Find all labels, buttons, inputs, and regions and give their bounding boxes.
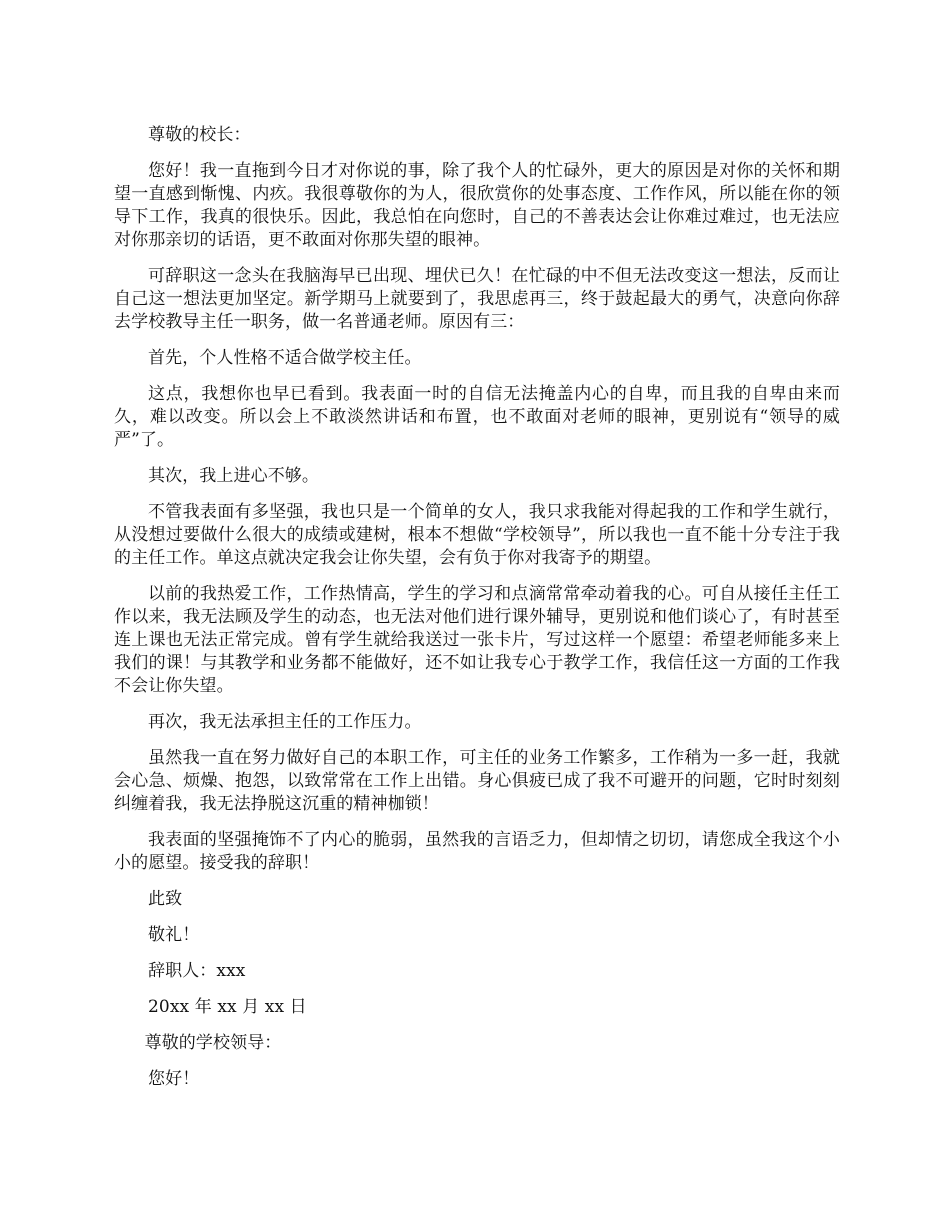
second-letter-salutation: 尊敬的学校领导： [144, 1033, 282, 1053]
reason-three-heading: 再次，我无法承担主任的工作压力。 [148, 712, 422, 732]
reason-two-paragraph: 不管我表面有多坚强，我也只是一个简单的女人，我只求我能对得起我的工作和学生就行，从没想过要做什么很大的成绩或建树，根本不想做“学校领导”，所以我也一直不能十分专注于我的主任工作。单这点就决定我会让你失望，会有负于你对我寄予的期望。 [114, 502, 840, 568]
reason-two-heading: 其次，我上进心不够。 [148, 466, 319, 486]
date-line: 20xx 年 xx 月 xx 日 [148, 997, 307, 1017]
reason-one-paragraph: 这点，我想你也早已看到。我表面一时的自信无法掩盖内心的自卑，而且我的自卑由来而久，难以改变。所以会上不敢淡然讲话和布置，也不敢面对老师的眼神，更别说有“领导的威严”了。 [114, 384, 840, 450]
letter-body [114, 124, 840, 1104]
salutation-paragraph: 尊敬的校长： [148, 125, 251, 145]
resignation-intent-paragraph: 可辞职这一念头在我脑海早已出现、埋伏已久！在忙碌的中不但无法改变这一想法，反而让自己这一想法更加坚定。新学期马上就要到了，我思虑再三，终于鼓起最大的勇气，决意向你辞去学校教导主任一职务，做一名普通老师。原因有三： [114, 266, 840, 332]
closing-phrase: 此致 [148, 889, 183, 909]
reason-three-paragraph: 虽然我一直在努力做好自己的本职工作，可主任的业务工作繁多，工作稍为一多一赶，我就会心急、烦燥、抱怨，以致常常在工作上出错。身心俱疲已成了我不可避开的问题，它时时刻刻纠缠着我，我无法挣脱这沉重的精神枷锁！ [114, 748, 840, 814]
opening-paragraph: 您好！我一直拖到今日才对你说的事，除了我个人的忙碌外，更大的原因是对你的关怀和期望一直感到惭愧、内疚。我很尊敬你的为人，很欣赏你的处事态度、工作作风，所以能在你的领导下工作，我真的很快乐。因此，我总怕在向您时，自己的不善表达会让你难过难过，也无法应对你那亲切的话语，更不敢面对你那失望的眼神。 [114, 161, 840, 250]
teaching-reason-paragraph: 以前的我热爱工作，工作热情高，学生的学习和点滴常常牵动着我的心。可自从接任主任工作以来，我无法顾及学生的动态，也无法对他们进行课外辅导，更别说和他们谈心了，有时甚至连上课也无法正常完成。曾有学生就给我送过一张卡片，写过这样一个愿望：希望老师能多来上我们的课！与其教学和业务都不能做好，还不如让我专心于教学工作，我信任这一方面的工作我不会让你失望。 [114, 584, 840, 696]
respect-phrase: 敬礼！ [148, 925, 200, 945]
second-letter-greeting: 您好！ [148, 1069, 200, 1089]
resigner-line: 辞职人：xxx [148, 961, 246, 981]
closing-request-paragraph: 我表面的坚强掩饰不了内心的脆弱，虽然我的言语乏力，但却情之切切，请您成全我这个小小的愿望。接受我的辞职！ [114, 830, 840, 873]
reason-one-heading: 首先，个人性格不适合做学校主任。 [148, 348, 422, 368]
